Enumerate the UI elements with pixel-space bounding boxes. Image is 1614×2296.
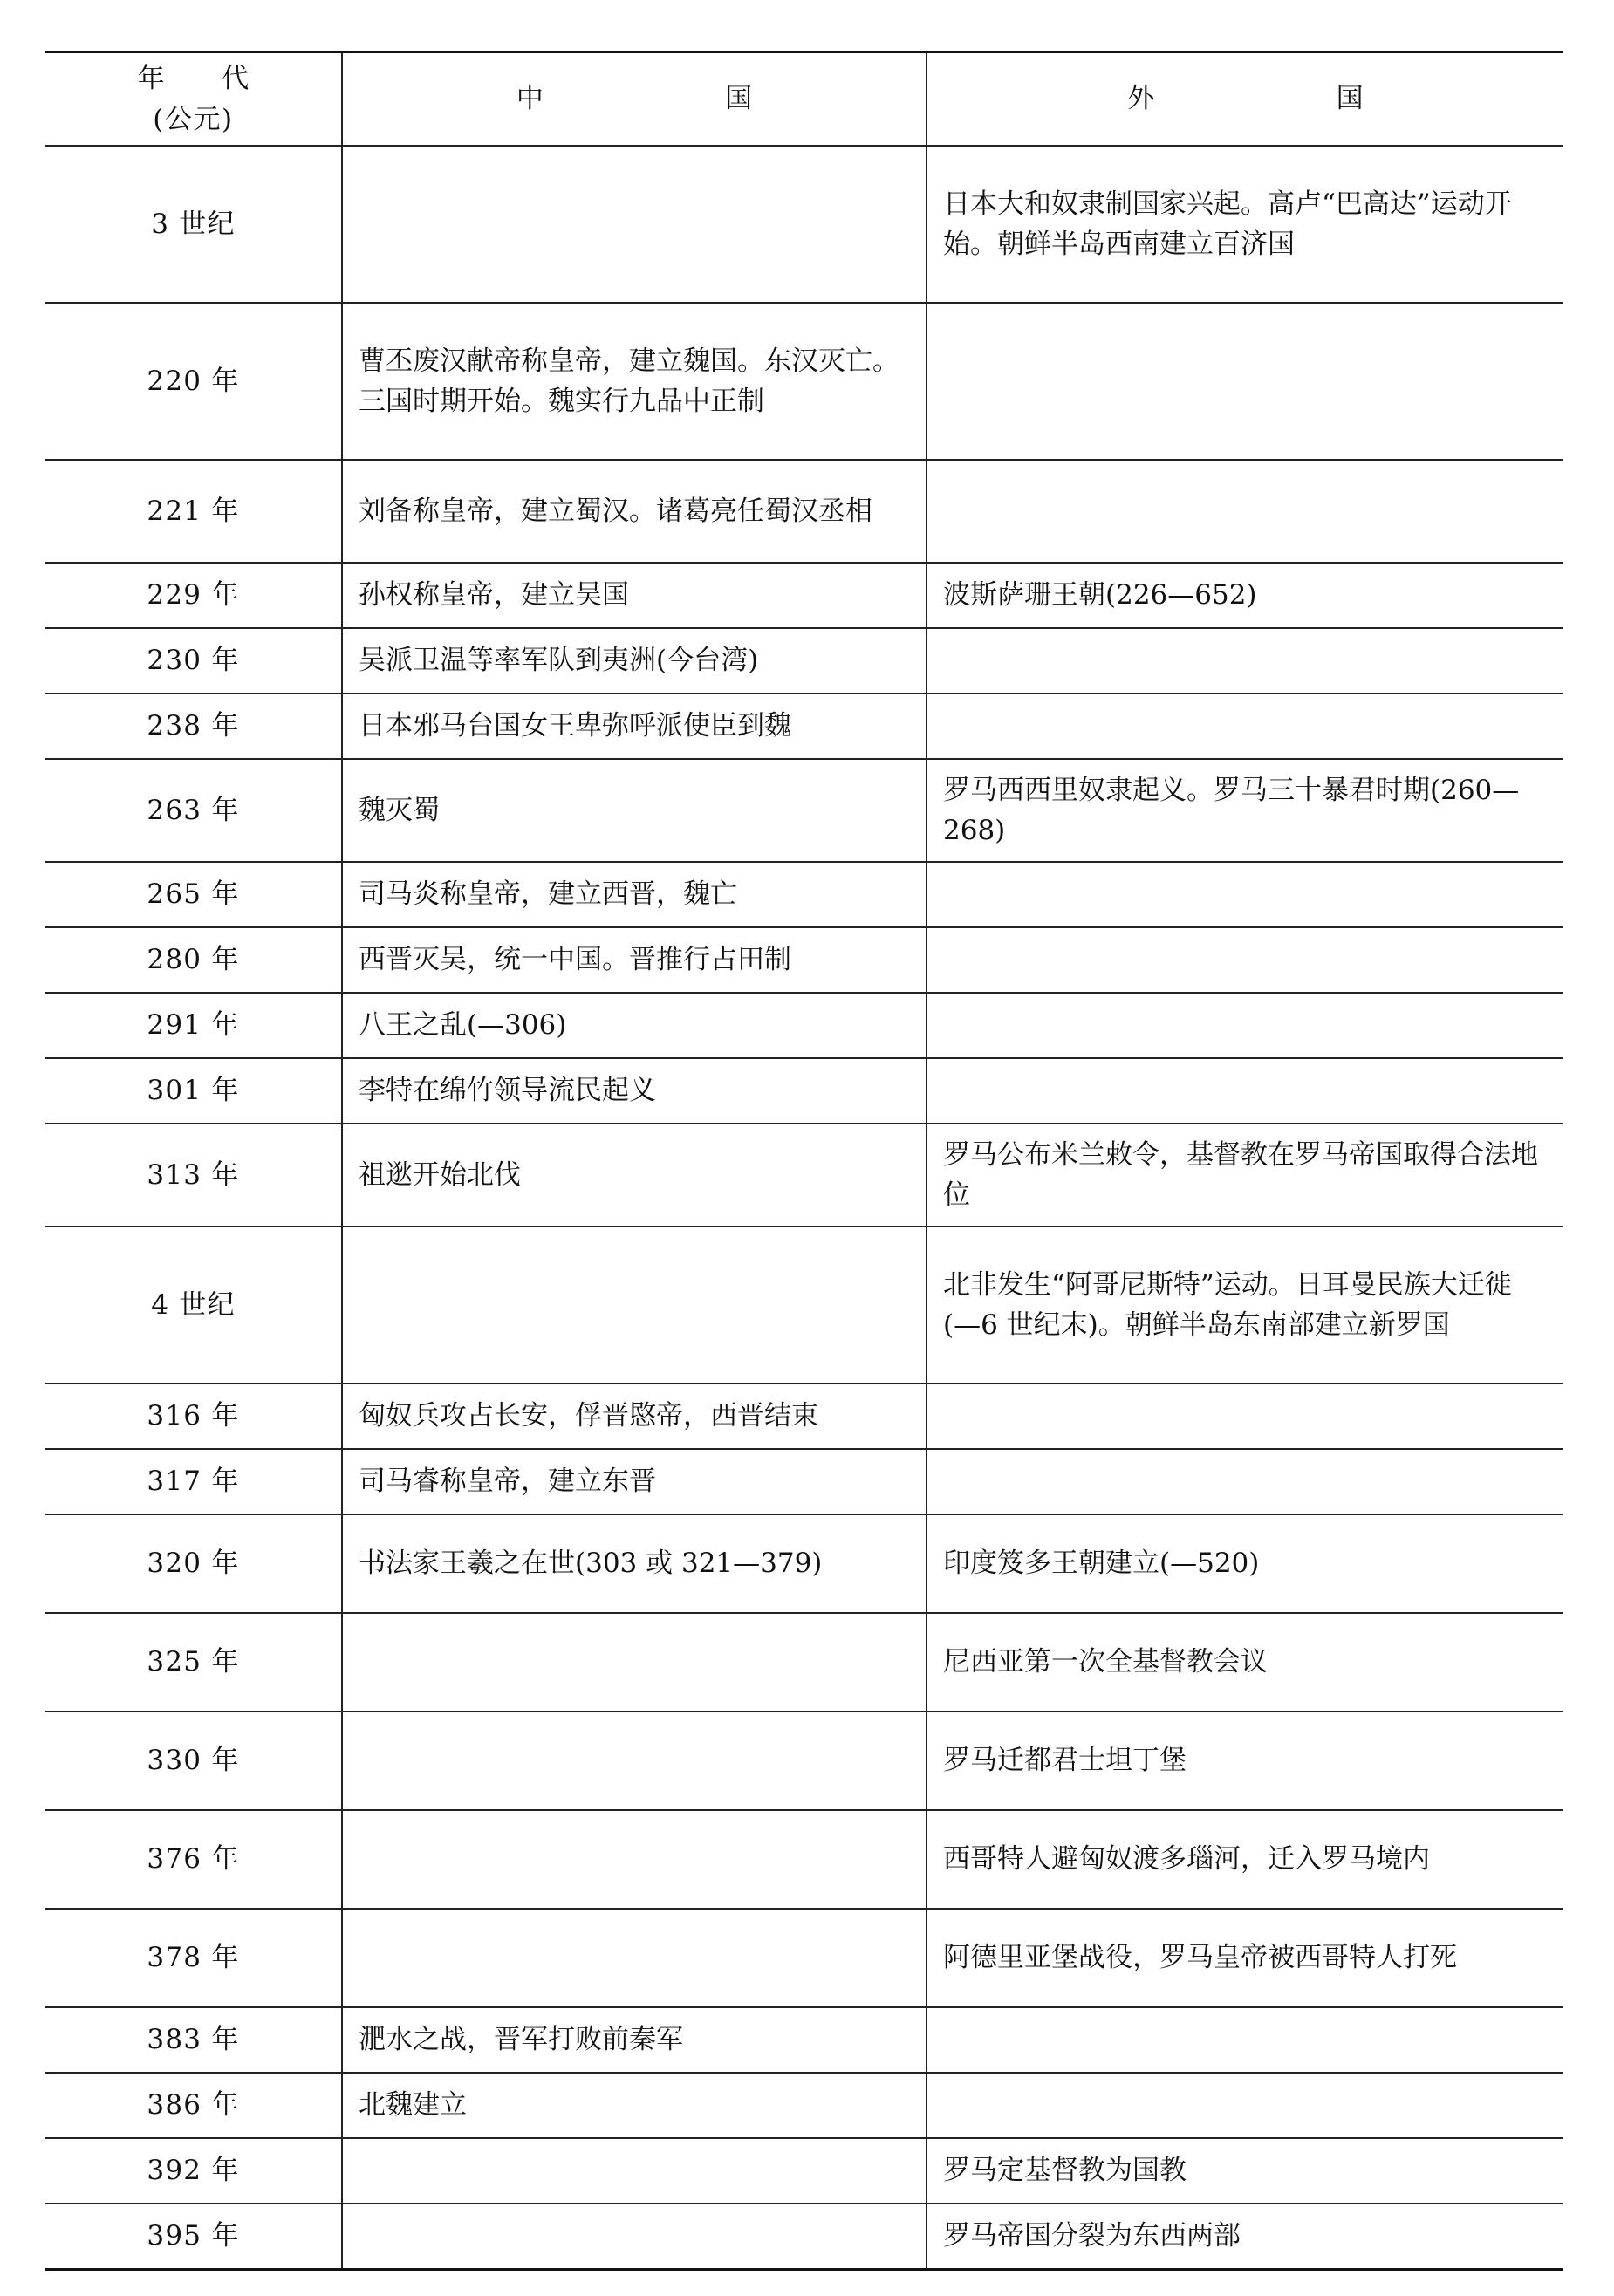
table-row bbox=[45, 1449, 1563, 1514]
year-cell: 220 年 bbox=[45, 303, 342, 460]
foreign-event-cell bbox=[927, 927, 1563, 993]
year-cell: 230 年 bbox=[45, 628, 342, 694]
china-event-cell: 孙权称皇帝，建立吴国 bbox=[342, 563, 927, 628]
year-cell: 280 年 bbox=[45, 927, 342, 993]
chronology-table bbox=[45, 51, 1563, 2271]
china-event-cell: 淝水之战，晋军打败前秦军 bbox=[342, 2007, 927, 2073]
table-row bbox=[45, 563, 1563, 628]
china-event-cell bbox=[342, 1909, 927, 2007]
table-row bbox=[45, 1712, 1563, 1810]
foreign-event-cell bbox=[927, 993, 1563, 1058]
china-event-cell: 西晋灭吴，统一中国。晋推行占田制 bbox=[342, 927, 927, 993]
table-row bbox=[45, 1514, 1563, 1613]
foreign-event-cell: 罗马帝国分裂为东西两部 bbox=[927, 2204, 1563, 2269]
china-event-cell: 曹丕废汉献帝称皇帝，建立魏国。东汉灭亡。三国时期开始。魏实行九品中正制 bbox=[342, 303, 927, 460]
china-event-cell bbox=[342, 1712, 927, 1810]
year-cell: 330 年 bbox=[45, 1712, 342, 1810]
table-row bbox=[45, 146, 1563, 303]
china-event-cell: 匈奴兵攻占长安，俘晋愍帝，西晋结束 bbox=[342, 1384, 927, 1449]
table-row bbox=[45, 1227, 1563, 1384]
table-row bbox=[45, 1058, 1563, 1124]
foreign-event-cell bbox=[927, 460, 1563, 563]
table-row bbox=[45, 694, 1563, 759]
china-column-header bbox=[342, 52, 927, 147]
china-event-cell bbox=[342, 1613, 927, 1712]
year-cell: 386 年 bbox=[45, 2073, 342, 2138]
china-event-cell: 八王之乱(—306) bbox=[342, 993, 927, 1058]
year-header-label: 年 代 bbox=[137, 63, 274, 94]
table-header bbox=[45, 52, 1563, 147]
foreign-event-cell bbox=[927, 2007, 1563, 2073]
foreign-event-cell bbox=[927, 2073, 1563, 2138]
year-cell: 263 年 bbox=[45, 759, 342, 862]
year-cell: 383 年 bbox=[45, 2007, 342, 2073]
year-column-header bbox=[45, 52, 342, 147]
foreign-event-cell: 罗马定基督教为国教 bbox=[927, 2138, 1563, 2204]
foreign-event-cell bbox=[927, 628, 1563, 694]
china-event-cell bbox=[342, 2138, 927, 2204]
china-event-cell: 北魏建立 bbox=[342, 2073, 927, 2138]
year-cell: 238 年 bbox=[45, 694, 342, 759]
year-header-sublabel: (公元) bbox=[153, 103, 234, 135]
china-event-cell: 司马睿称皇帝，建立东晋 bbox=[342, 1449, 927, 1514]
foreign-event-cell bbox=[927, 1449, 1563, 1514]
china-event-cell: 吴派卫温等率军队到夷洲(今台湾) bbox=[342, 628, 927, 694]
china-event-cell bbox=[342, 2204, 927, 2269]
table-row bbox=[45, 862, 1563, 927]
table-row bbox=[45, 1613, 1563, 1712]
table-row bbox=[45, 460, 1563, 563]
foreign-event-cell: 尼西亚第一次全基督教会议 bbox=[927, 1613, 1563, 1712]
table-row bbox=[45, 628, 1563, 694]
china-event-cell bbox=[342, 146, 927, 303]
table-row bbox=[45, 1909, 1563, 2007]
year-cell: 229 年 bbox=[45, 563, 342, 628]
table-row bbox=[45, 2204, 1563, 2269]
china-event-cell: 李特在绵竹领导流民起义 bbox=[342, 1058, 927, 1124]
year-cell: 313 年 bbox=[45, 1124, 342, 1227]
year-cell: 4 世纪 bbox=[45, 1227, 342, 1384]
foreign-event-cell bbox=[927, 694, 1563, 759]
table-row bbox=[45, 2138, 1563, 2204]
year-cell: 291 年 bbox=[45, 993, 342, 1058]
china-event-cell: 司马炎称皇帝，建立西晋，魏亡 bbox=[342, 862, 927, 927]
china-event-cell: 书法家王羲之在世(303 或 321—379) bbox=[342, 1514, 927, 1613]
table-row bbox=[45, 2073, 1563, 2138]
foreign-event-cell: 罗马迁都君士坦丁堡 bbox=[927, 1712, 1563, 1810]
table-row bbox=[45, 303, 1563, 460]
table-body bbox=[45, 146, 1563, 2269]
foreign-event-cell bbox=[927, 862, 1563, 927]
table-row bbox=[45, 1124, 1563, 1227]
foreign-event-cell: 罗马公布米兰敕令，基督教在罗马帝国取得合法地位 bbox=[927, 1124, 1563, 1227]
header-row bbox=[45, 52, 1563, 147]
china-event-cell bbox=[342, 1810, 927, 1909]
foreign-column-header bbox=[927, 52, 1563, 147]
china-event-cell: 刘备称皇帝，建立蜀汉。诸葛亮任蜀汉丞相 bbox=[342, 460, 927, 563]
year-cell: 3 世纪 bbox=[45, 146, 342, 303]
table-row bbox=[45, 1384, 1563, 1449]
foreign-event-cell: 阿德里亚堡战役，罗马皇帝被西哥特人打死 bbox=[927, 1909, 1563, 2007]
year-cell: 265 年 bbox=[45, 862, 342, 927]
foreign-header-label: 外 国 bbox=[1127, 83, 1450, 115]
year-cell: 301 年 bbox=[45, 1058, 342, 1124]
table-row bbox=[45, 759, 1563, 862]
year-cell: 376 年 bbox=[45, 1810, 342, 1909]
foreign-event-cell: 北非发生“阿哥尼斯特”运动。日耳曼民族大迁徙(—6 世纪末)。朝鲜半岛东南部建立新罗国 bbox=[927, 1227, 1563, 1384]
foreign-event-cell bbox=[927, 303, 1563, 460]
foreign-event-cell: 印度笈多王朝建立(—520) bbox=[927, 1514, 1563, 1613]
foreign-event-cell: 波斯萨珊王朝(226—652) bbox=[927, 563, 1563, 628]
china-event-cell: 魏灭蜀 bbox=[342, 759, 927, 862]
china-header-label: 中 国 bbox=[516, 83, 839, 115]
foreign-event-cell: 日本大和奴隶制国家兴起。高卢“巴高达”运动开始。朝鲜半岛西南建立百济国 bbox=[927, 146, 1563, 303]
year-cell: 221 年 bbox=[45, 460, 342, 563]
foreign-event-cell bbox=[927, 1384, 1563, 1449]
table-row bbox=[45, 993, 1563, 1058]
year-cell: 325 年 bbox=[45, 1613, 342, 1712]
year-cell: 320 年 bbox=[45, 1514, 342, 1613]
china-event-cell: 日本邪马台国女王卑弥呼派使臣到魏 bbox=[342, 694, 927, 759]
foreign-event-cell: 西哥特人避匈奴渡多瑙河，迁入罗马境内 bbox=[927, 1810, 1563, 1909]
year-cell: 378 年 bbox=[45, 1909, 342, 2007]
year-cell: 316 年 bbox=[45, 1384, 342, 1449]
table-row bbox=[45, 1810, 1563, 1909]
foreign-event-cell bbox=[927, 1058, 1563, 1124]
year-cell: 317 年 bbox=[45, 1449, 342, 1514]
foreign-event-cell: 罗马西西里奴隶起义。罗马三十暴君时期(260—268) bbox=[927, 759, 1563, 862]
year-cell: 395 年 bbox=[45, 2204, 342, 2269]
table-row bbox=[45, 2007, 1563, 2073]
china-event-cell: 祖逖开始北伐 bbox=[342, 1124, 927, 1227]
china-event-cell bbox=[342, 1227, 927, 1384]
year-cell: 392 年 bbox=[45, 2138, 342, 2204]
table-row bbox=[45, 927, 1563, 993]
